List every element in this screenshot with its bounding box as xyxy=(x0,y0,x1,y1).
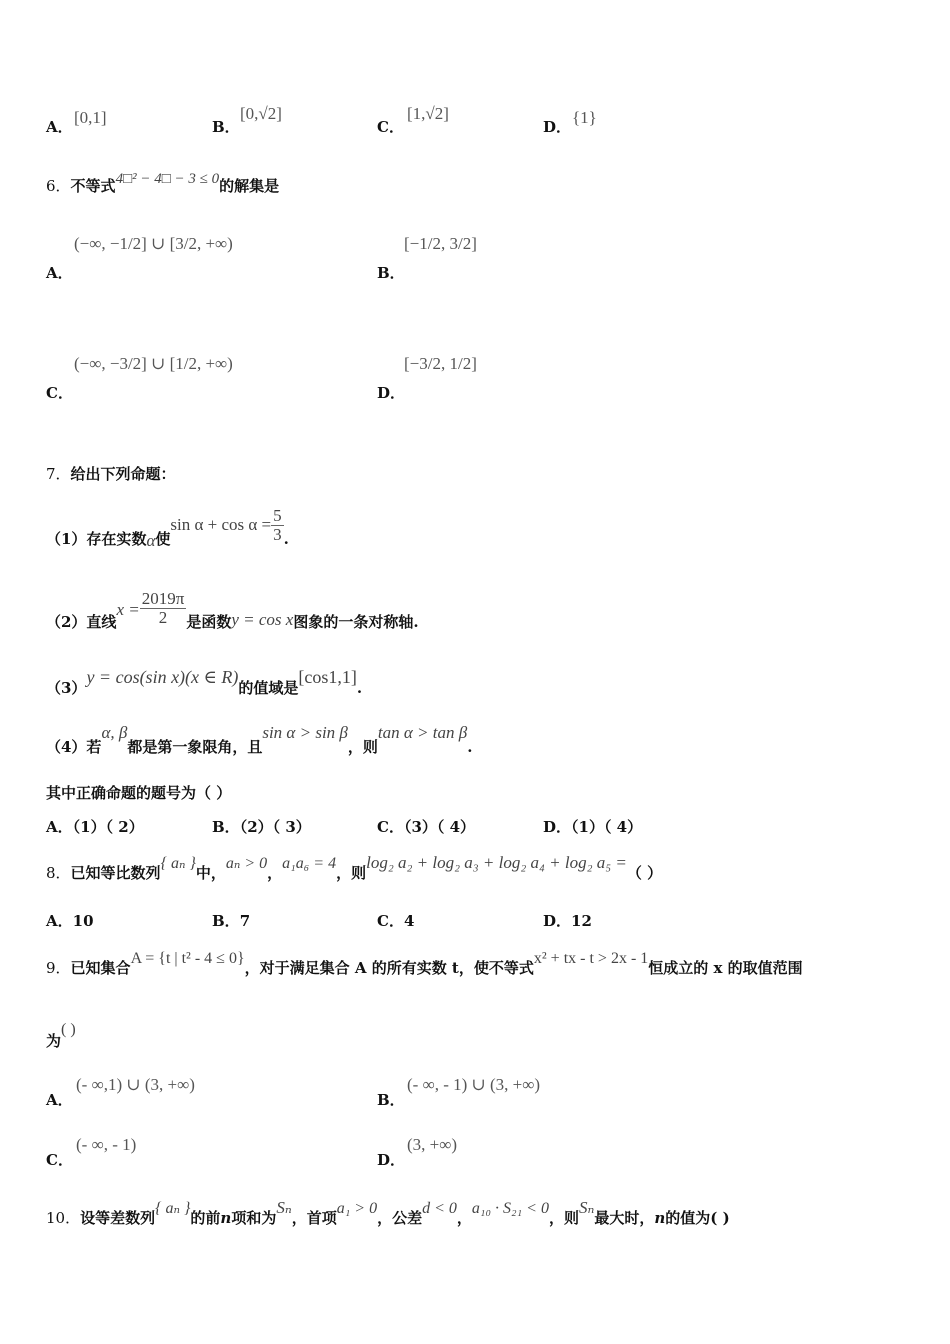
q8-number: 8． xyxy=(46,864,71,882)
q6-pre: 不等式 xyxy=(70,177,116,195)
q10-t6: ， xyxy=(456,1209,472,1227)
q8-option-b xyxy=(212,910,250,931)
q7-option-b-label: B． xyxy=(212,818,240,836)
q9-set: A = {t | t² - 4 ≤ 0} xyxy=(130,950,245,967)
q7-option-c xyxy=(377,816,475,837)
q10-t2: 的前 xyxy=(190,1209,221,1227)
q9-inequality: x² + tx - t > 2x - 1 xyxy=(533,950,649,967)
q6-option-a-math: (−∞, −1/2] ∪ [3/2, +∞) xyxy=(74,234,233,253)
q10-t9: 的值为( ) xyxy=(665,1209,730,1227)
q8-option-b-text: 7 xyxy=(239,912,251,930)
q8-option-a xyxy=(46,910,94,931)
q6-post: 的解集是 xyxy=(219,177,280,195)
q10-number: 10． xyxy=(46,1209,81,1227)
q7-p2-x: x = xyxy=(116,599,140,619)
q9-paren: ( ) xyxy=(61,1021,76,1038)
q7-option-c-text: （3）（ 4） xyxy=(403,818,476,836)
q10-t7: ，则 xyxy=(548,1209,579,1227)
q8-option-d-label: D． xyxy=(543,912,572,930)
q10-t5: ，公差 xyxy=(377,1209,423,1227)
q6-inequality: 4□² − 4□ − 3 ≤ 0 xyxy=(115,171,220,187)
q10-t8: 最大时， xyxy=(594,1209,655,1227)
q10-sequence: { aₙ } xyxy=(155,1200,191,1217)
q8-mid1: 中， xyxy=(195,864,226,882)
q6-option-b-label: B． xyxy=(377,264,405,282)
q9-option-c-math: (- ∞, - 1) xyxy=(76,1135,137,1154)
q7-proposition-3 xyxy=(46,663,363,697)
q7-p2-mid: 是函数 xyxy=(186,612,232,631)
q9-line2: 为 xyxy=(46,1032,62,1050)
q9-mid: ，对于满足集合 A 的所有实数 t，使不等式 xyxy=(244,959,534,977)
q7-p4-end: . xyxy=(467,738,473,756)
q7-p4-tan: tan α > tan β xyxy=(377,723,468,742)
q7-question: 其中正确命题的题号为（ ） xyxy=(46,784,232,802)
q5-option-a-math: [0,1] xyxy=(74,108,107,127)
q8-option-c xyxy=(377,910,414,931)
q7-option-d-text: （1）（ 4） xyxy=(571,818,643,836)
q9-stem xyxy=(46,945,803,977)
q7-p3-math: y = cos(sin x)(x ∈ R) xyxy=(86,667,239,687)
q7-p1-denominator: 3 xyxy=(273,525,282,544)
q9-stem-line2 xyxy=(46,1018,76,1050)
q8-sequence: { aₙ } xyxy=(160,855,196,872)
q9-pre: 已知集合 xyxy=(70,959,131,977)
q7-p2-fraction xyxy=(140,590,187,627)
q8-paren: （ ） xyxy=(626,864,663,882)
q7-p3-range: [cos1,1] xyxy=(298,667,357,687)
q7-p4-pre: （4）若 xyxy=(46,738,102,756)
q7-p4-then: ，则 xyxy=(347,738,378,756)
q7-p2-numerator: 2019π xyxy=(141,589,185,608)
q8-mid2: ，则 xyxy=(336,864,367,882)
q7-p1-numerator: 5 xyxy=(273,506,282,525)
q7-p1-math: sin α + cos α = xyxy=(170,514,272,534)
q7-option-d-label: D． xyxy=(543,818,572,836)
q6-number: 6． xyxy=(46,177,71,195)
q8-option-c-label: C． xyxy=(377,912,404,930)
q9-option-c-label: C． xyxy=(46,1151,73,1169)
q7-number: 7． xyxy=(46,465,71,483)
q8-option-b-label: B． xyxy=(212,912,240,930)
q10-sn2: Sₙ xyxy=(578,1198,595,1217)
q5-option-b-math: [0,√2] xyxy=(240,104,282,123)
q5-option-d-label: D． xyxy=(543,118,572,136)
q9-option-b-math: (- ∞, - 1) ∪ (3, +∞) xyxy=(407,1075,541,1094)
q9-option-a-math: (- ∞,1) ∪ (3, +∞) xyxy=(76,1075,195,1094)
q6-option-c-label: C． xyxy=(46,384,73,402)
q7-p1-mid: 使 xyxy=(155,529,171,548)
q5-option-a-label: A． xyxy=(46,118,73,136)
q10-product: a₁₀ · S₂₁ < 0 xyxy=(471,1200,549,1217)
q9-number: 9． xyxy=(46,959,71,977)
q6-option-a-label: A． xyxy=(46,264,73,282)
q5-option-c-label: C． xyxy=(377,118,404,136)
q7-p4-sin: sin α > sin β xyxy=(262,723,348,742)
q10-a1: a₁ > 0 xyxy=(336,1200,378,1217)
q8-option-a-label: A． xyxy=(46,912,73,930)
q7-p2-denominator: 2 xyxy=(158,608,168,627)
q10-stem xyxy=(46,1195,730,1227)
q8-option-d-text: 12 xyxy=(571,912,592,930)
q9-option-b-label: B． xyxy=(377,1091,405,1109)
q7-p2-post: 图象的一条对称轴. xyxy=(293,612,419,631)
q7-p1-alpha: α xyxy=(146,530,156,550)
q6-option-b-math: [−1/2, 3/2] xyxy=(404,234,477,253)
q7-option-d xyxy=(543,816,642,837)
q9-option-a-label: A． xyxy=(46,1091,73,1109)
q7-option-b-text: （2）（ 3） xyxy=(239,818,311,836)
q10-t4: ，首项 xyxy=(291,1209,337,1227)
q10-sn: Sₙ xyxy=(276,1198,292,1217)
q9-post: 恒成立的 x 的取值范围 xyxy=(648,959,803,977)
q8-stem xyxy=(46,850,663,882)
q6-option-d-math: [−3/2, 1/2] xyxy=(404,354,477,373)
q7-p1-end: . xyxy=(283,529,289,548)
q7-proposition-4 xyxy=(46,720,473,756)
q7-option-a-label: A． xyxy=(46,818,73,836)
q6-option-d-label: D． xyxy=(377,384,406,402)
q5-option-d-math: {1} xyxy=(572,108,597,127)
q7-option-a xyxy=(46,816,144,837)
q8-option-c-text: 4 xyxy=(403,912,415,930)
q6-stem xyxy=(46,171,280,196)
q5-option-b-label: B． xyxy=(212,118,240,136)
q10-n1: n xyxy=(220,1209,232,1227)
q8-expression: log₂ a₂ + log₂ a₃ + log₂ a₄ + log₂ a₅ = xyxy=(366,853,627,872)
q7-p2-func: y = cos x xyxy=(231,609,294,629)
q7-option-b xyxy=(212,816,311,837)
q8-option-d xyxy=(543,910,592,931)
q8-cond1: aₙ > 0 xyxy=(225,855,268,872)
q8-comma: ， xyxy=(267,864,283,882)
q7-stem-text: 给出下列命题： xyxy=(70,465,176,483)
q7-p3-mid: 的值域是 xyxy=(238,679,299,697)
q10-t1: 设等差数列 xyxy=(80,1209,156,1227)
q7-option-c-label: C． xyxy=(377,818,404,836)
q10-t3: 项和为 xyxy=(231,1209,277,1227)
q7-p1-fraction xyxy=(271,507,284,544)
q6-option-c-math: (−∞, −3/2] ∪ [1/2, +∞) xyxy=(74,354,233,373)
q8-option-a-text: 10 xyxy=(72,912,94,930)
q9-option-d-label: D． xyxy=(377,1151,406,1169)
q7-p3-end: . xyxy=(356,679,363,697)
q8-cond2: a₁a₆ = 4 xyxy=(282,855,337,872)
q7-proposition-2 xyxy=(46,578,419,631)
q10-d: d < 0 xyxy=(422,1200,457,1217)
q7-p3-pre: （3） xyxy=(46,679,87,697)
q10-n2: n xyxy=(654,1209,666,1227)
q7-p2-pre: （2）直线 xyxy=(46,612,117,631)
q7-p4-mid: 都是第一象限角，且 xyxy=(127,738,263,756)
q8-pre: 已知等比数列 xyxy=(70,864,161,882)
q7-p1-pre: （1）存在实数 xyxy=(46,529,147,548)
q7-option-a-text: （1）（ 2） xyxy=(72,818,144,836)
q7-p4-alpha-beta: α, β xyxy=(101,723,128,742)
q5-option-c-math: [1,√2] xyxy=(407,104,449,123)
q7-proposition-1 xyxy=(46,495,289,550)
q7-stem xyxy=(46,463,176,484)
q9-option-d-math: (3, +∞) xyxy=(407,1135,458,1154)
